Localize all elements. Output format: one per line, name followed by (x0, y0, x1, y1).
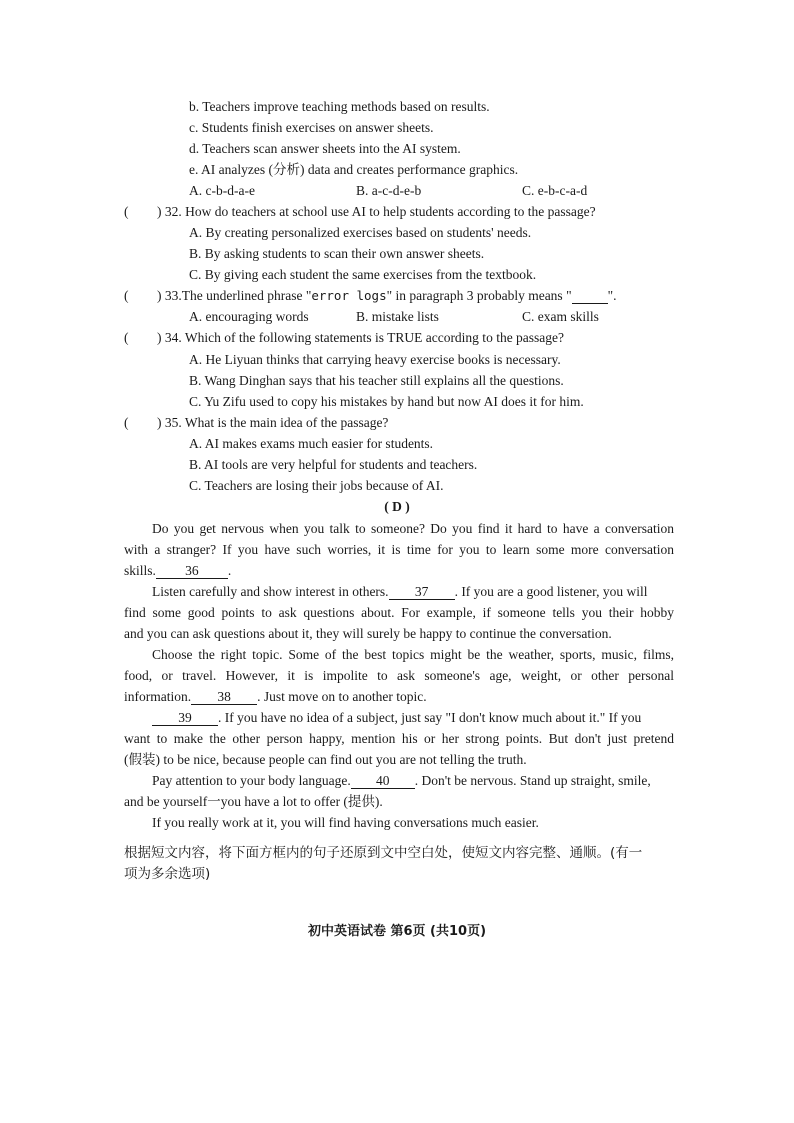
q35-stem: ) 35. What is the main idea of the passage? (157, 415, 389, 430)
p2-l1-text: Listen carefully and show interest in others. (152, 584, 389, 599)
q35-answer-paren[interactable]: ( (124, 415, 129, 430)
q34-stem: ) 34. Which of the following statements is TRUE according to the passage? (157, 330, 565, 345)
q33-option-b[interactable]: B. mistake lists (356, 309, 439, 324)
q35-option-b[interactable]: B. AI tools are very helpful for students and teachers. (189, 457, 478, 472)
q32-option-c[interactable]: C. By giving each student the same exercises from the textbook. (189, 267, 537, 282)
q33-options (0, 309, 794, 325)
p6-line-1: If you really work at it, you will find having conversations much easier. (152, 815, 539, 830)
passage-paragraph-2 (124, 581, 674, 644)
q35-option-c[interactable]: C. Teachers are losing their jobs because of AI. (189, 478, 444, 493)
p5-l1-end: . Don't be nervous. Stand up straight, smile, (414, 773, 651, 788)
p4-line-2: want to make the other person happy, mention his or her strong points. But don't just pretend (124, 731, 674, 746)
q31-step-b: b. Teachers improve teaching methods based on results. (189, 99, 490, 114)
q35-option-a[interactable]: A. AI makes exams much easier for students. (189, 436, 434, 451)
q33-option-c[interactable]: C. exam skills (522, 309, 599, 324)
blank-38[interactable]: 38 (191, 690, 257, 705)
blank-39[interactable]: 39 (152, 711, 218, 726)
q31-option-a[interactable]: A. c-b-d-a-e (189, 183, 255, 198)
p3-line-1: Choose the right topic. Some of the best topics might be the weather, sports, music, films, (152, 647, 674, 662)
q33-stem (157, 288, 616, 304)
q33-option-a[interactable]: A. encouraging words (189, 309, 309, 324)
p1-line-1: Do you get nervous when you talk to someone? Do you find it hard to have a conversation (152, 521, 674, 536)
p1-line-2: with a stranger? If you have such worries, it is time for you to learn some more conversation (124, 542, 674, 557)
p1-l3-end: . (227, 563, 232, 578)
passage-paragraph-3 (124, 644, 674, 707)
q31-options (0, 183, 794, 199)
section-d-heading: ( D ) (384, 499, 410, 514)
q34-answer-paren[interactable]: ( (124, 330, 129, 345)
instruction-line-1: 根据短文内容，将下面方框内的句子还原到文中空白处，使短文内容完整、通顺。(有一 (124, 845, 643, 861)
blank-37[interactable]: 37 (389, 585, 455, 600)
p2-line-3: and you can ask questions about it, they will surely be happy to continue the conversation. (124, 626, 612, 641)
p2-l1-end: . If you are a good listener, you will (454, 584, 648, 599)
q32-answer-paren[interactable]: ( (124, 204, 129, 219)
q31-step-d: d. Teachers scan answer sheets into the AI system. (189, 141, 461, 156)
q32-option-a[interactable]: A. By creating personalized exercises based on students' needs. (189, 225, 532, 240)
q31-option-b[interactable]: B. a-c-d-e-b (356, 183, 422, 198)
q33-blank[interactable] (572, 289, 608, 304)
q31-step-c: c. Students finish exercises on answer sheets. (189, 120, 434, 135)
q31-step-e: e. AI analyzes (分析) data and creates performance graphics. (189, 162, 519, 177)
page-footer: 初中英语试卷 第6页 (共10页) (307, 924, 487, 939)
p4-line-3: (假装) to be nice, because people can find out you are not telling the truth. (124, 752, 527, 767)
p1-line-3 (124, 560, 674, 581)
p4-line-1 (124, 707, 674, 728)
p3-line-2: food, or travel. However, it is impolite to ask someone's age, weight, or other personal (124, 668, 674, 683)
p2-line-2: find some good points to ask questions about. For example, if someone tells you their hobby (124, 605, 674, 620)
p5-line-1 (124, 770, 674, 791)
q32-option-b[interactable]: B. By asking students to scan their own answer sheets. (189, 246, 485, 261)
instruction-line-2: 项为多余选项) (124, 866, 211, 882)
passage-paragraph-4 (124, 707, 674, 770)
p2-line-1 (124, 581, 674, 602)
p5-line-2: and be yourself一you have a lot to offer (提供). (124, 794, 383, 809)
q33-stem-end: ". (607, 288, 617, 303)
p3-l3-text: information. (124, 689, 192, 704)
blank-40[interactable]: 40 (351, 774, 415, 789)
passage-paragraph-5 (124, 770, 674, 812)
q34-option-a[interactable]: A. He Liyuan thinks that carrying heavy exercise books is necessary. (189, 352, 561, 367)
q33-stem-after: " in paragraph 3 probably means " (386, 288, 572, 303)
q34-option-b[interactable]: B. Wang Dinghan says that his teacher still explains all the questions. (189, 373, 564, 388)
q33-stem-before: ) 33.The underlined phrase " (157, 288, 312, 303)
passage-paragraph-6 (124, 812, 674, 833)
p3-l3-end: . Just move on to another topic. (257, 689, 427, 704)
p5-l1-text: Pay attention to your body language. (152, 773, 351, 788)
q33-answer-paren[interactable]: ( (124, 288, 129, 303)
p4-l1-text: . If you have no idea of a subject, just say "I don't know much about it." If you (218, 710, 642, 725)
q31-option-c[interactable]: C. e-b-c-a-d (522, 183, 588, 198)
p1-l3-text: skills. (124, 563, 156, 578)
passage-paragraph-1 (124, 518, 674, 581)
q32-stem: ) 32. How do teachers at school use AI to help students according to the passage? (157, 204, 596, 219)
q34-option-c[interactable]: C. Yu Zifu used to copy his mistakes by hand but now AI does it for him. (189, 394, 584, 409)
p3-line-3 (124, 686, 674, 707)
blank-36[interactable]: 36 (156, 564, 228, 579)
q33-underlined-phrase: error logs (311, 288, 387, 303)
